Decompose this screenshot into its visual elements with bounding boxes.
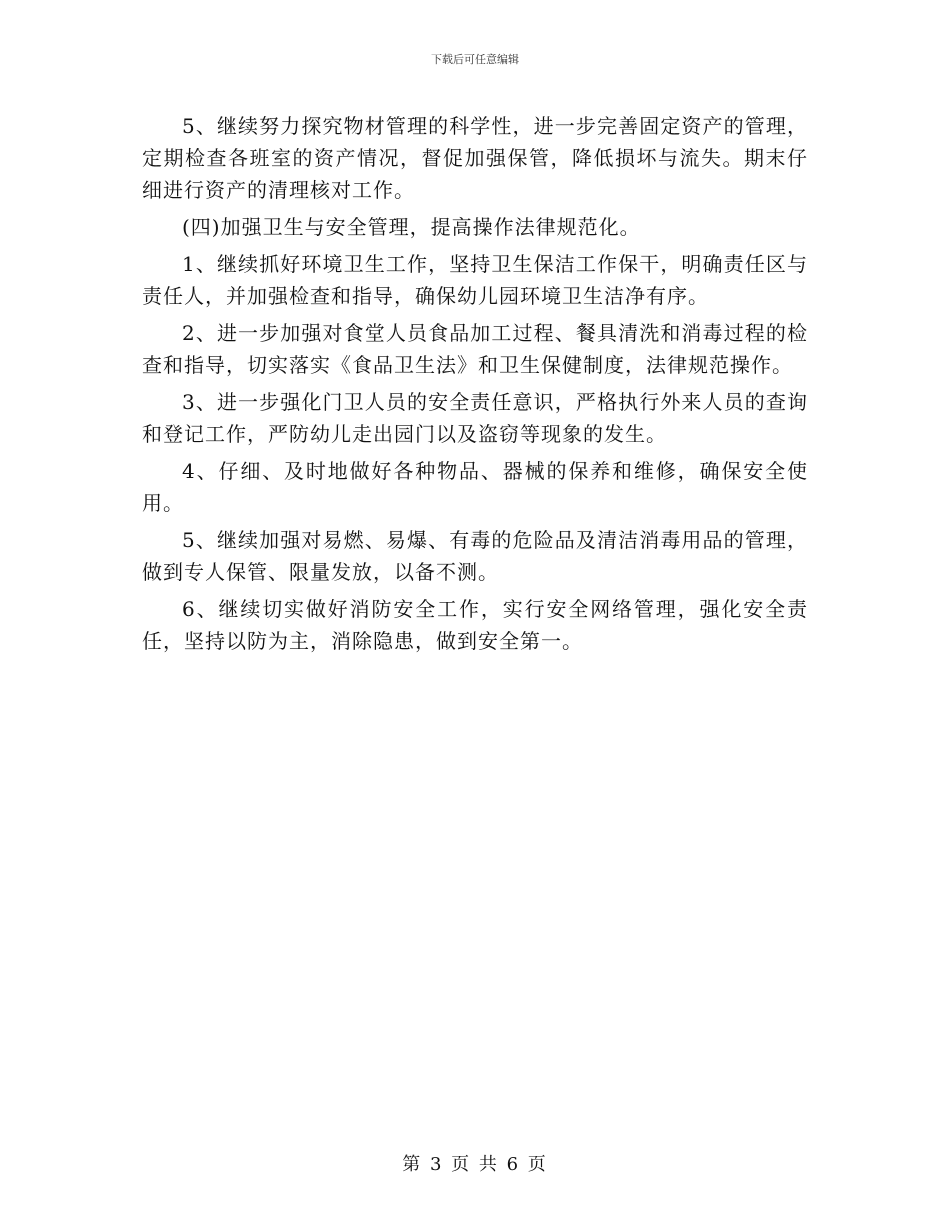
paragraph-hazardous-materials: 5、继续加强对易燃、易爆、有毒的危险品及清洁消毒用品的管理，做到专人保管、限量发放，以备不测。	[142, 528, 808, 584]
header-note: 下载后可任意编辑	[431, 53, 519, 66]
section-heading-hygiene-safety: (四)加强卫生与安全管理，提高操作法律规范化。	[182, 215, 641, 239]
paragraph-asset-management: 5、继续努力探究物材管理的科学性，进一步完善固定资产的管理，定期检查各班室的资产情况，督促加强保管，降低损坏与流失。期末仔细进行资产的清理核对工作。	[142, 114, 808, 202]
paragraph-equipment-maintenance: 4、仔细、及时地做好各种物品、器械的保养和维修，确保安全使用。	[142, 459, 808, 515]
paragraph-gate-security: 3、进一步强化门卫人员的安全责任意识，严格执行外来人员的查询和登记工作，严防幼儿走出园门以及盗窃等现象的发生。	[142, 390, 808, 446]
paragraph-environment-hygiene: 1、继续抓好环境卫生工作，坚持卫生保洁工作保干，明确责任区与责任人，并加强检查和指导，确保幼儿园环境卫生洁净有序。	[142, 252, 808, 308]
paragraph-canteen-inspection: 2、进一步加强对食堂人员食品加工过程、餐具清洗和消毒过程的检查和指导，切实落实《食品卫生法》和卫生保健制度，法律规范操作。	[142, 321, 808, 377]
document-body	[142, 110, 808, 662]
page-number-footer: 第 3 页 共 6 页	[402, 1154, 548, 1175]
paragraph-fire-safety: 6、继续切实做好消防安全工作，实行安全网络管理，强化安全责任，坚持以防为主，消除隐患，做到安全第一。	[142, 597, 808, 653]
